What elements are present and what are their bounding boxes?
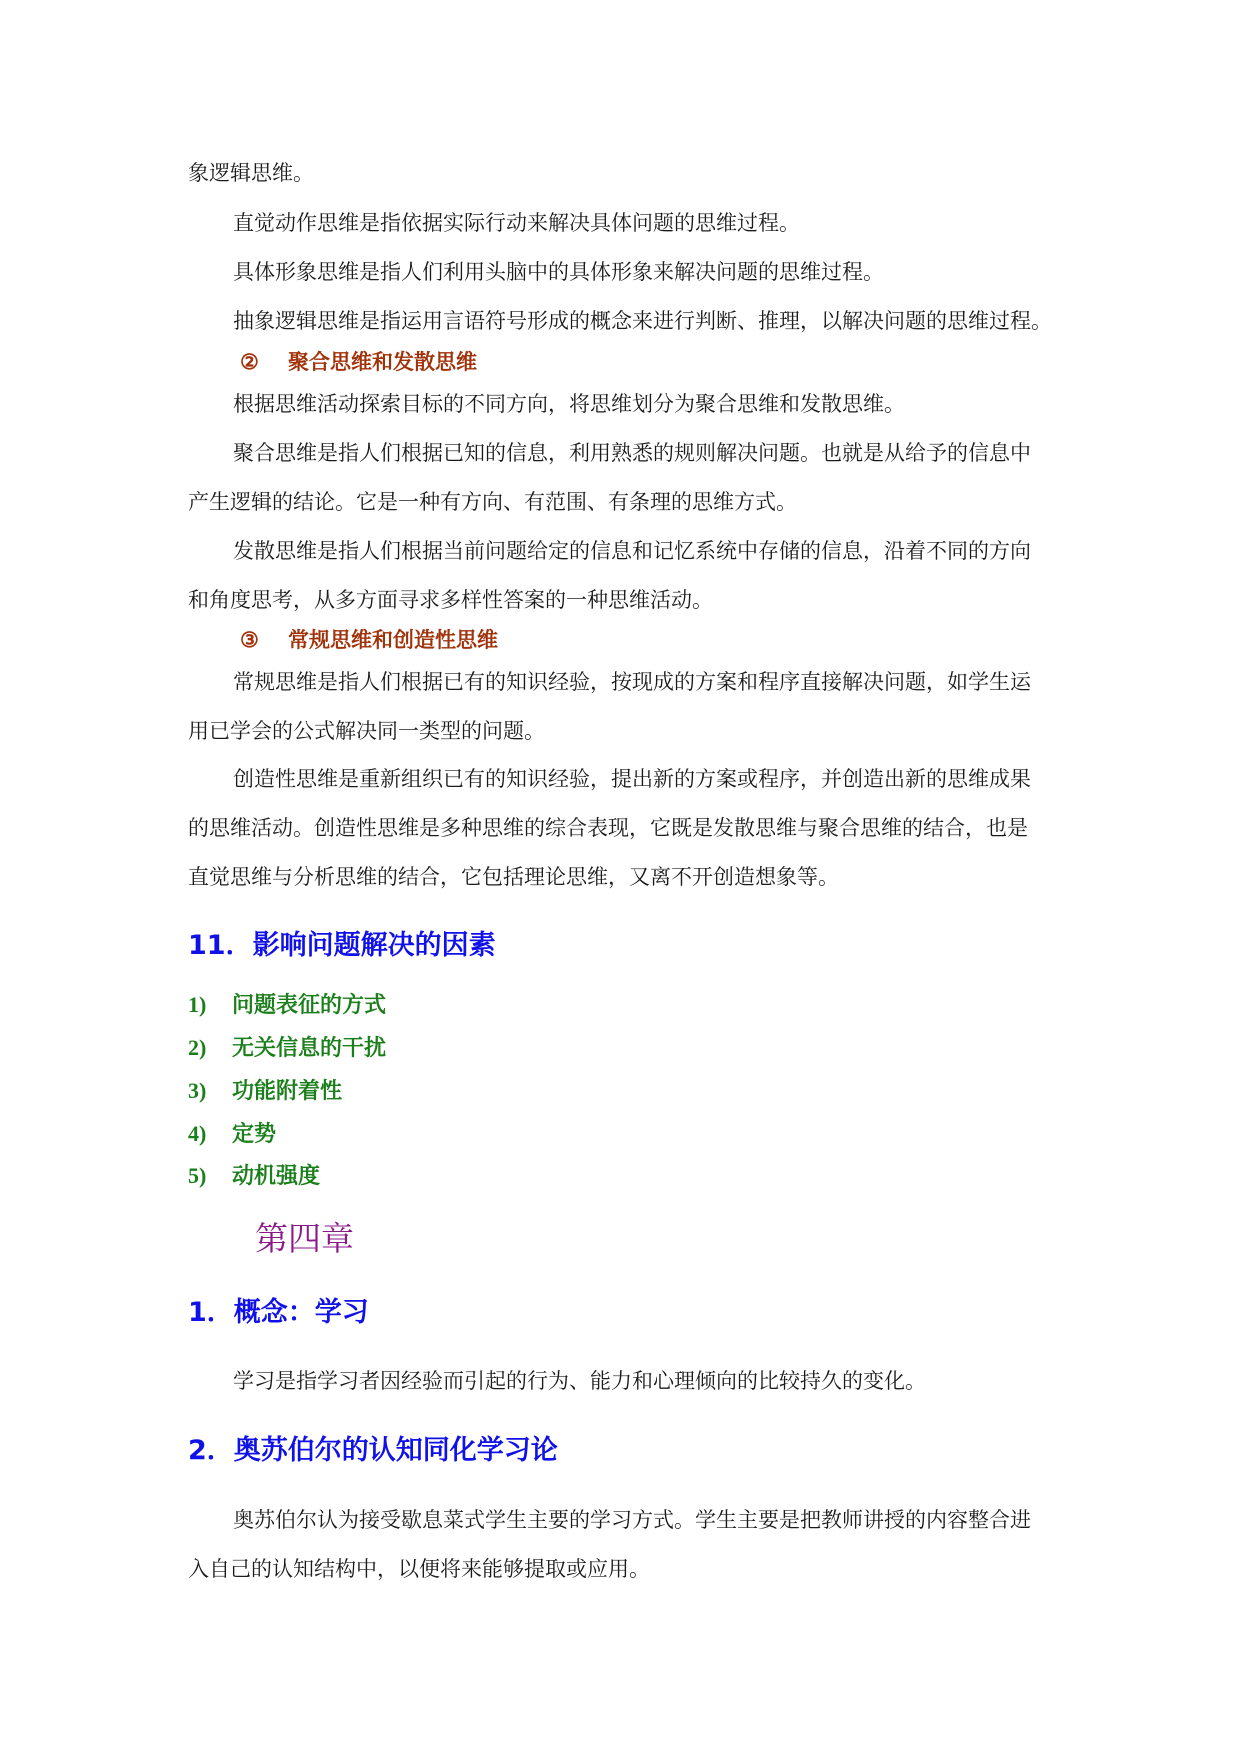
paragraph-line: 入自己的认知结构中，以便将来能够提取或应用。: [188, 1557, 650, 1581]
paragraph-line: 抽象逻辑思维是指运用言语符号形成的概念来进行判断、推理，以解决问题的思维过程。: [233, 309, 1052, 333]
paragraph-line: 直觉动作思维是指依据实际行动来解决具体问题的思维过程。: [233, 211, 800, 235]
paragraph-line: 用已学会的公式解决同一类型的问题。: [188, 719, 545, 743]
paragraph-line: 直觉思维与分析思维的结合，它包括理论思维，又离不开创造想象等。: [188, 865, 839, 889]
paragraph-line: 发散思维是指人们根据当前问题给定的信息和记忆系统中存储的信息，沿着不同的方向: [233, 539, 1031, 563]
paragraph-line: 具体形象思维是指人们利用头脑中的具体形象来解决问题的思维过程。: [233, 260, 884, 284]
paragraph-line: 奥苏伯尔认为接受歇息菜式学生主要的学习方式。学生主要是把教师讲授的内容整合进: [233, 1508, 1031, 1532]
list-item: 1) 问题表征的方式: [188, 992, 387, 1018]
subheading-text: 常规思维和创造性思维: [288, 627, 498, 652]
circled-number: ③: [240, 627, 259, 652]
subheading-conventional-creative: [240, 625, 498, 655]
paragraph-line: 象逻辑思维。: [188, 161, 314, 185]
paragraph-line: 和角度思考，从多方面寻求多样性答案的一种思维活动。: [188, 588, 713, 612]
paragraph-line: 聚合思维是指人们根据已知的信息，利用熟悉的规则解决问题。也就是从给予的信息中: [233, 441, 1031, 465]
paragraph-line: 创造性思维是重新组织已有的知识经验，提出新的方案或程序，并创造出新的思维成果: [233, 767, 1031, 791]
paragraph-line: 学习是指学习者因经验而引起的行为、能力和心理倾向的比较持久的变化。: [233, 1369, 926, 1393]
section-heading-1: 1．概念：学习: [188, 1297, 369, 1328]
list-item: 4) 定势: [188, 1121, 277, 1147]
paragraph-line: 常规思维是指人们根据已有的知识经验，按现成的方案和程序直接解决问题，如学生运: [233, 670, 1031, 694]
section-heading-2: 2．奥苏伯尔的认知同化学习论: [188, 1435, 558, 1466]
list-item: 3) 功能附着性: [188, 1078, 343, 1104]
paragraph-line: 产生逻辑的结论。它是一种有方向、有范围、有条理的思维方式。: [188, 490, 797, 514]
paragraph-line: 的思维活动。创造性思维是多种思维的综合表现，它既是发散思维与聚合思维的结合，也是: [188, 816, 1028, 840]
list-item: 2) 无关信息的干扰: [188, 1035, 387, 1061]
circled-number: ②: [240, 349, 259, 374]
list-item: 5) 动机强度: [188, 1163, 321, 1189]
subheading-text: 聚合思维和发散思维: [288, 349, 477, 374]
paragraph-line: 根据思维活动探索目标的不同方向，将思维划分为聚合思维和发散思维。: [233, 392, 905, 416]
subheading-convergent-divergent: [240, 347, 477, 377]
section-heading-11: 11．影响问题解决的因素: [188, 930, 496, 961]
chapter-title: 第四章: [255, 1219, 354, 1258]
